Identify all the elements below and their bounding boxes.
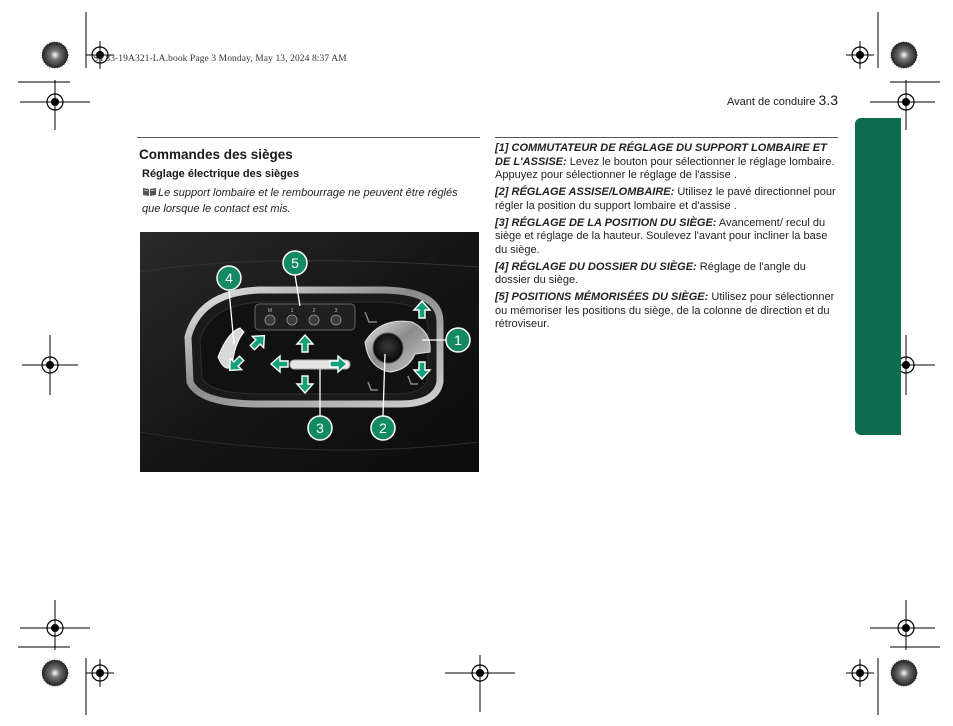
- info-note: [142, 185, 477, 217]
- callout-5: [283, 251, 307, 275]
- description-item-3: [495, 217, 840, 258]
- description-label: [3] RÉGLAGE DE LA POSITION DU SIÈGE:: [495, 216, 717, 229]
- seat-controls-figure: [140, 232, 479, 472]
- manual-book-icon: [142, 187, 157, 197]
- description-text: Réglage de l'angle du dossier du siège.: [495, 260, 806, 287]
- svg-text:M: M: [267, 308, 273, 314]
- svg-text:3: 3: [334, 308, 338, 314]
- memory-buttons-panel: [255, 304, 355, 330]
- svg-text:2: 2: [379, 420, 387, 436]
- section-title: Commandes des sièges: [139, 147, 293, 162]
- description-item-4: [495, 261, 840, 288]
- description-text: Avancement/ recul du siège et réglage de la hauteur. Soulevez l'avant pour incliner la base du siège.: [495, 216, 828, 256]
- svg-text:1: 1: [454, 332, 462, 348]
- svg-text:3: 3: [316, 420, 324, 436]
- right-column-rule: [495, 137, 838, 138]
- svg-text:2: 2: [312, 308, 316, 314]
- subsection-title: Réglage électrique des sièges: [142, 168, 300, 180]
- description-label: [4] RÉGLAGE DU DOSSIER DU SIÈGE:: [495, 260, 697, 273]
- svg-text:1: 1: [290, 308, 294, 314]
- description-item-1: [495, 142, 840, 183]
- running-head: [690, 92, 838, 108]
- print-file-info: SY83-19A321-LA.book Page 3 Monday, May 13, 2024 8:37 AM: [93, 54, 347, 64]
- description-item-5: [495, 291, 840, 332]
- description-text: Levez le bouton pour sélectionner le réglage lombaire. Appuyez pour sélectionner le réglage de l'assise .: [495, 155, 835, 182]
- left-column-rule: [137, 137, 480, 138]
- svg-text:5: 5: [291, 255, 299, 271]
- callout-4: [217, 266, 241, 290]
- running-head-page-number: 3.3: [818, 92, 838, 108]
- callout-2: [371, 416, 395, 440]
- description-label: [5] POSITIONS MÉMORISÉES DU SIÈGE:: [495, 291, 709, 304]
- description-item-2: [495, 186, 840, 213]
- running-head-chapter: Avant de conduire: [726, 96, 816, 108]
- lumbar-knob: [373, 333, 403, 363]
- description-text: Utilisez pour sélectionner ou mémoriser les positions du siège, de la colonne de direction et du rétroviseur.: [495, 291, 835, 331]
- info-note-text: Le support lombaire et le rembourrage ne peuvent être réglés que lorsque le contact est mis.: [142, 187, 458, 215]
- description-text: Utilisez le pavé directionnel pour régler la position du support lombaire et d'assise .: [495, 186, 836, 212]
- callout-3: [308, 416, 332, 440]
- chapter-tab: [855, 118, 901, 435]
- callout-1: [446, 328, 470, 352]
- description-label: [1] COMMUTATEUR DE RÉGLAGE DU SUPPORT LOMBAIRE ET DE L'ASSISE:: [495, 142, 827, 168]
- svg-text:4: 4: [225, 270, 233, 286]
- description-label: [2] RÉGLAGE ASSISE/LOMBAIRE:: [495, 186, 675, 199]
- control-descriptions: [495, 142, 840, 335]
